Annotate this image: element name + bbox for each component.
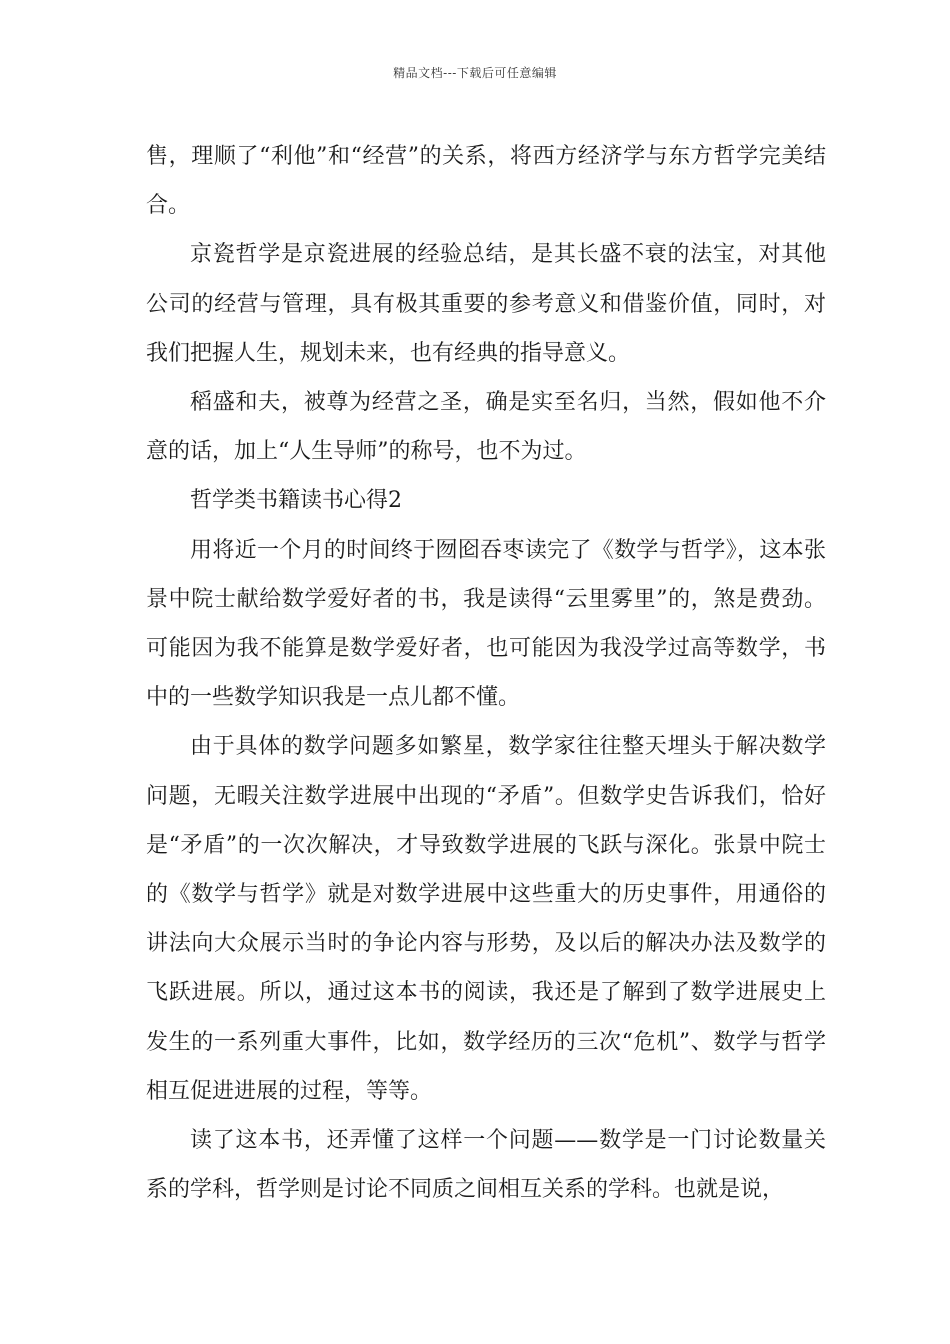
section-heading: 哲学类书籍读书心得2 [190, 488, 402, 514]
paragraph: 京瓷哲学是京瓷进展的经验总结，是其长盛不衰的法宝，对其他公司的经营与管理，具有极其重要的参考意义和借鉴价值，同时，对我们把握人生，规划未来，也有经典的指导意义。 [146, 242, 826, 366]
page-header: 精品文档---下载后可任意编辑 [393, 66, 557, 80]
paragraph: 稻盛和夫，被尊为经营之圣，确是实至名归，当然，假如他不介意的话，加上“人生导师”的称号，也不为过。 [146, 390, 826, 465]
paragraph: 售，理顺了“利他”和“经营”的关系，将西方经济学与东方哲学完美结合。 [146, 144, 826, 219]
body-text [146, 132, 826, 1214]
paragraph: 用将近一个月的时间终于囫囵吞枣读完了《数学与哲学》，这本张景中院士献给数学爱好者的书，我是读得“云里雾里”的，煞是费劲。可能因为我不能算是数学爱好者，也可能因为我没学过高等数学，书中的一些数学知识我是一点儿都不懂。 [146, 537, 826, 711]
paragraph: 读了这本书，还弄懂了这样一个问题——数学是一门讨论数量关系的学科，哲学则是讨论不同质之间相互关系的学科。也就是说， [146, 1128, 826, 1203]
paragraph: 由于具体的数学问题多如繁星，数学家往往整天埋头于解决数学问题，无暇关注数学进展中出现的“矛盾”。但数学史告诉我们，恰好是“矛盾”的一次次解决，才导致数学进展的飞跃与深化。张景中院士的《数学与哲学》就是对数学进展中这些重大的历史事件，用通俗的讲法向大众展示当时的争论内容与形势，及以后的解决办法及数学的飞跃进展。所以，通过这本书的阅读，我还是了解到了数学进展史上发生的一系列重大事件，比如，数学经历的三次“危机”、数学与哲学相互促进进展的过程，等等。 [146, 734, 826, 1104]
